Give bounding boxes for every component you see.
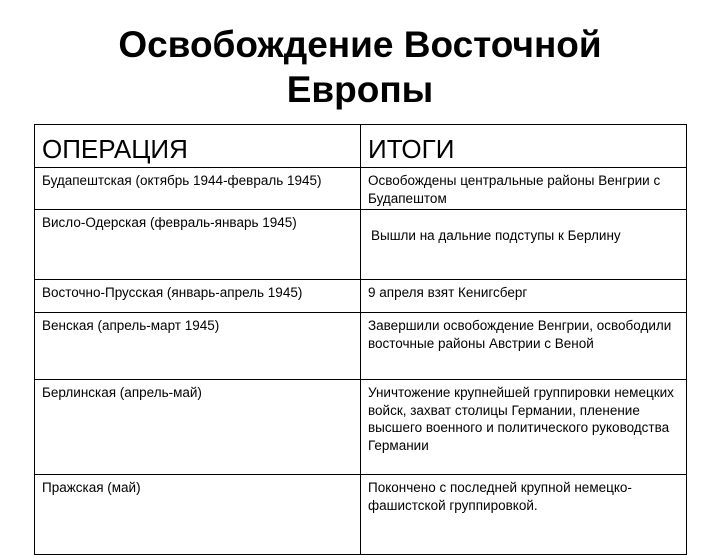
result-cell <box>361 313 687 380</box>
title-line-2: Европы <box>286 69 434 110</box>
operations-table <box>34 124 687 555</box>
header-result-label: ИТОГИ <box>368 134 455 164</box>
table-row <box>35 168 687 210</box>
result-cell <box>361 210 687 280</box>
result-cell <box>361 280 687 313</box>
operation-text: Висло-Одерская (февраль-январь 1945) <box>42 215 297 230</box>
result-text: Завершили освобождение Венгрии, освободили восточные районы Австрии с Веной <box>368 318 672 351</box>
header-result <box>361 125 687 168</box>
result-text: Вышли на дальние подступы к Берлину <box>371 228 621 243</box>
result-cell <box>361 380 687 475</box>
table-header-row <box>35 125 687 168</box>
operation-text: Восточно-Прусская (январь-апрель 1945) <box>42 285 303 300</box>
operation-cell <box>35 475 361 555</box>
header-operation-label: ОПЕРАЦИЯ <box>42 134 188 164</box>
operation-text: Будапештская (октябрь 1944-февраль 1945) <box>42 173 322 188</box>
result-text: Уничтожение крупнейшей группировки немецких войск, захват столицы Германии, пленение высшего военного и политического руководства Германии <box>368 385 674 453</box>
operation-text: Пражская (май) <box>42 480 141 495</box>
header-operation <box>35 125 361 168</box>
table-row <box>35 475 687 555</box>
result-cell <box>361 168 687 210</box>
page-title <box>0 22 720 112</box>
operation-text: Берлинская (апрель-май) <box>42 385 202 400</box>
result-text: Покончено с последней крупной немецко-фашистской группировкой. <box>368 480 632 513</box>
table-row <box>35 210 687 280</box>
operation-cell <box>35 280 361 313</box>
operation-cell <box>35 380 361 475</box>
operation-cell <box>35 210 361 280</box>
result-text: 9 апреля взят Кенигсберг <box>368 285 528 300</box>
operation-cell <box>35 313 361 380</box>
result-cell <box>361 475 687 555</box>
operation-text: Венская (апрель-март 1945) <box>42 318 220 333</box>
table-row <box>35 313 687 380</box>
result-text: Освобождены центральные районы Венгрии с Будапештом <box>368 173 661 206</box>
title-line-1: Освобождение Восточной <box>118 24 602 65</box>
table-row <box>35 380 687 475</box>
table-row <box>35 280 687 313</box>
operation-cell <box>35 168 361 210</box>
